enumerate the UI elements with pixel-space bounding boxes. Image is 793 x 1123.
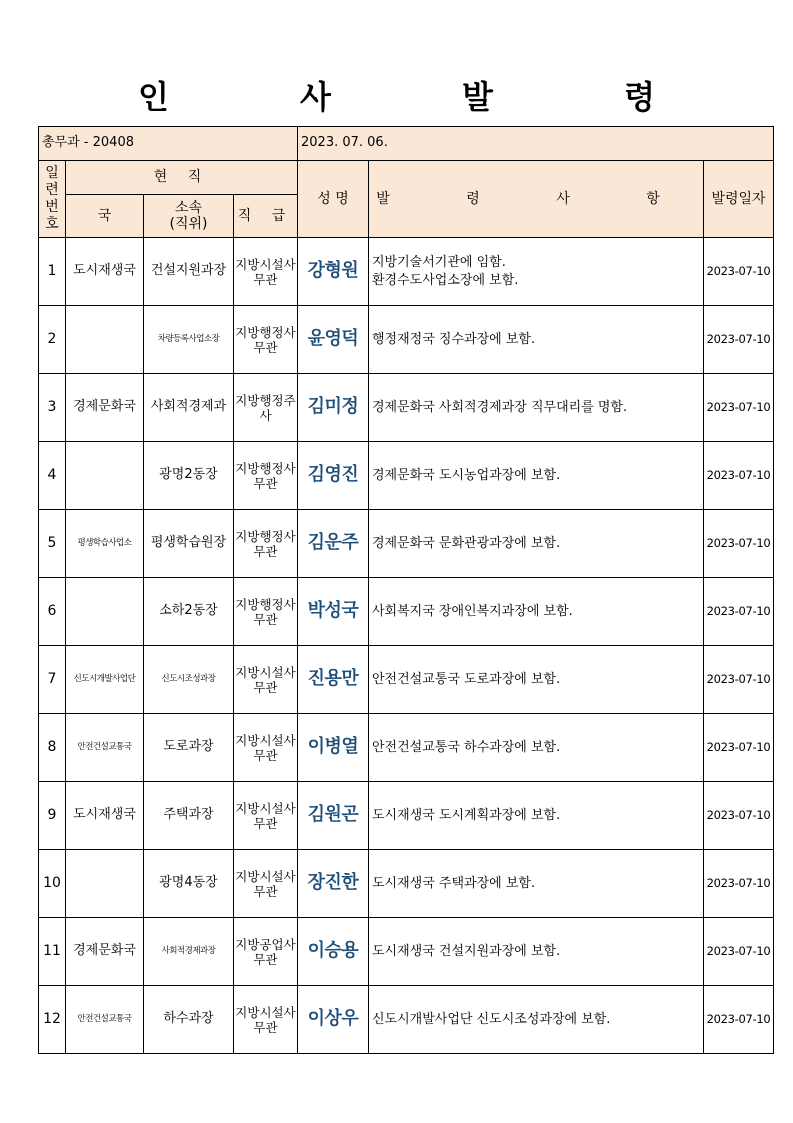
- bureau-cell: 도시재생국: [66, 782, 144, 850]
- affiliation-label: 소속: [174, 199, 203, 216]
- bureau-cell: [66, 578, 144, 646]
- date-cell: 2023-07-10: [704, 374, 774, 442]
- serial-cell: 4: [39, 442, 66, 510]
- rank-cell: 지방시설사무관: [234, 646, 298, 714]
- date-cell: 2023-07-10: [704, 510, 774, 578]
- serial-header: [39, 161, 66, 238]
- date-cell: 2023-07-10: [704, 918, 774, 986]
- name-cell: 장진한: [298, 850, 369, 918]
- date-cell: 2023-07-10: [704, 986, 774, 1054]
- table-row: [39, 918, 774, 986]
- date-cell: 2023-07-10: [704, 442, 774, 510]
- bureau-cell: 경제문화국: [66, 918, 144, 986]
- rank-cell: 지방행정사무관: [234, 578, 298, 646]
- rank-cell: 지방시설사무관: [234, 986, 298, 1054]
- rank-header: 직 급: [234, 195, 298, 238]
- rank-cell: 지방행정사무관: [234, 306, 298, 374]
- dept-cell: 하수과장: [144, 986, 234, 1054]
- order-cell: 신도시개발사업단 신도시조성과장에 보함.: [369, 986, 704, 1054]
- rank-cell: 지방행정사무관: [234, 442, 298, 510]
- serial-header-char: 호: [45, 216, 59, 233]
- dept-cell: 평생학습원장: [144, 510, 234, 578]
- doc-number: 총무과 - 20408: [39, 127, 298, 161]
- order-cell: 행정재정국 징수과장에 보함.: [369, 306, 704, 374]
- order-cell: 도시재생국 도시계획과장에 보함.: [369, 782, 704, 850]
- dept-cell: 도로과장: [144, 714, 234, 782]
- bureau-cell: 경제문화국: [66, 374, 144, 442]
- rank-cell: 지방공업사무관: [234, 918, 298, 986]
- header-row-1: [39, 161, 774, 195]
- dept-cell: 광명4동장: [144, 850, 234, 918]
- personnel-order-table: [38, 126, 774, 1054]
- date-cell: 2023-07-10: [704, 714, 774, 782]
- order-rows: [39, 238, 774, 1054]
- order-cell: 경제문화국 사회적경제과장 직무대리를 명함.: [369, 374, 704, 442]
- date-cell: 2023-07-10: [704, 850, 774, 918]
- name-cell: 진용만: [298, 646, 369, 714]
- serial-cell: 9: [39, 782, 66, 850]
- doc-info-row: [39, 127, 774, 161]
- serial-header-char: 번: [45, 199, 59, 215]
- page-title: 인 사 발 령: [137, 78, 716, 116]
- name-cell: 김원곤: [298, 782, 369, 850]
- table-row: [39, 782, 774, 850]
- order-cell: 도시재생국 주택과장에 보함.: [369, 850, 704, 918]
- order-cell: 사회복지국 장애인복지과장에 보함.: [369, 578, 704, 646]
- bureau-cell: 안전건설교통국: [66, 986, 144, 1054]
- table-row: [39, 986, 774, 1054]
- serial-cell: 10: [39, 850, 66, 918]
- order-cell: 안전건설교통국 도로과장에 보함.: [369, 646, 704, 714]
- name-cell: 박성국: [298, 578, 369, 646]
- name-cell: 윤영덕: [298, 306, 369, 374]
- serial-cell: 1: [39, 238, 66, 306]
- serial-header-char: 일: [45, 164, 59, 181]
- order-cell: 지방기술서기관에 임함. 환경수도사업소장에 보함.: [369, 238, 704, 306]
- bureau-cell: 신도시개발사업단: [66, 646, 144, 714]
- bureau-header: 국: [66, 195, 144, 238]
- date-cell: 2023-07-10: [704, 238, 774, 306]
- bureau-cell: [66, 442, 144, 510]
- table-row: [39, 442, 774, 510]
- table-row: [39, 306, 774, 374]
- dept-cell: 사회적경제과장: [144, 918, 234, 986]
- serial-cell: 12: [39, 986, 66, 1054]
- table-row: [39, 374, 774, 442]
- order-cell: 경제문화국 문화관광과장에 보함.: [369, 510, 704, 578]
- dept-cell: 광명2동장: [144, 442, 234, 510]
- bureau-cell: 평생학습사업소: [66, 510, 144, 578]
- serial-cell: 6: [39, 578, 66, 646]
- date-cell: 2023-07-10: [704, 578, 774, 646]
- serial-cell: 3: [39, 374, 66, 442]
- serial-header-char: 련: [45, 181, 59, 198]
- dept-cell: 주택과장: [144, 782, 234, 850]
- date-cell: 2023-07-10: [704, 306, 774, 374]
- date-cell: 2023-07-10: [704, 646, 774, 714]
- date-cell: 2023-07-10: [704, 782, 774, 850]
- table-row: [39, 578, 774, 646]
- order-cell: 도시재생국 건설지원과장에 보함.: [369, 918, 704, 986]
- serial-cell: 5: [39, 510, 66, 578]
- rank-cell: 지방시설사무관: [234, 782, 298, 850]
- order-cell: 경제문화국 도시농업과장에 보함.: [369, 442, 704, 510]
- rank-cell: 지방시설사무관: [234, 238, 298, 306]
- order-cell: 안전건설교통국 하수과장에 보함.: [369, 714, 704, 782]
- name-cell: 김운주: [298, 510, 369, 578]
- table-row: [39, 714, 774, 782]
- affiliation-header: [144, 195, 234, 238]
- dept-cell: 건설지원과장: [144, 238, 234, 306]
- rank-cell: 지방시설사무관: [234, 714, 298, 782]
- name-header: 성 명: [298, 161, 369, 238]
- name-cell: 김미정: [298, 374, 369, 442]
- rank-cell: 지방시설사무관: [234, 850, 298, 918]
- dept-cell: 사회적경제과: [144, 374, 234, 442]
- serial-header-label: [39, 165, 65, 233]
- dept-cell: 소하2동장: [144, 578, 234, 646]
- serial-cell: 11: [39, 918, 66, 986]
- rank-cell: 지방행정주사: [234, 374, 298, 442]
- name-cell: 이병열: [298, 714, 369, 782]
- table-row: [39, 510, 774, 578]
- table-row: [39, 238, 774, 306]
- name-cell: 김영진: [298, 442, 369, 510]
- dept-cell: 신도시조성과장: [144, 646, 234, 714]
- serial-cell: 7: [39, 646, 66, 714]
- name-cell: 강형원: [298, 238, 369, 306]
- serial-cell: 2: [39, 306, 66, 374]
- affiliation-sub-label: (직위): [169, 216, 208, 232]
- bureau-cell: [66, 306, 144, 374]
- name-cell: 이상우: [298, 986, 369, 1054]
- effective-date-header: 발령일자: [704, 161, 774, 238]
- dept-cell: 차량등록사업소장: [144, 306, 234, 374]
- table-row: [39, 850, 774, 918]
- bureau-cell: [66, 850, 144, 918]
- doc-date: 2023. 07. 06.: [298, 127, 774, 161]
- bureau-cell: 도시재생국: [66, 238, 144, 306]
- order-header: 발 령 사 항: [369, 161, 704, 238]
- name-cell: 이승용: [298, 918, 369, 986]
- table-row: [39, 646, 774, 714]
- current-post-header: 현 직: [66, 161, 298, 195]
- rank-cell: 지방행정사무관: [234, 510, 298, 578]
- bureau-cell: 안전건설교통국: [66, 714, 144, 782]
- serial-cell: 8: [39, 714, 66, 782]
